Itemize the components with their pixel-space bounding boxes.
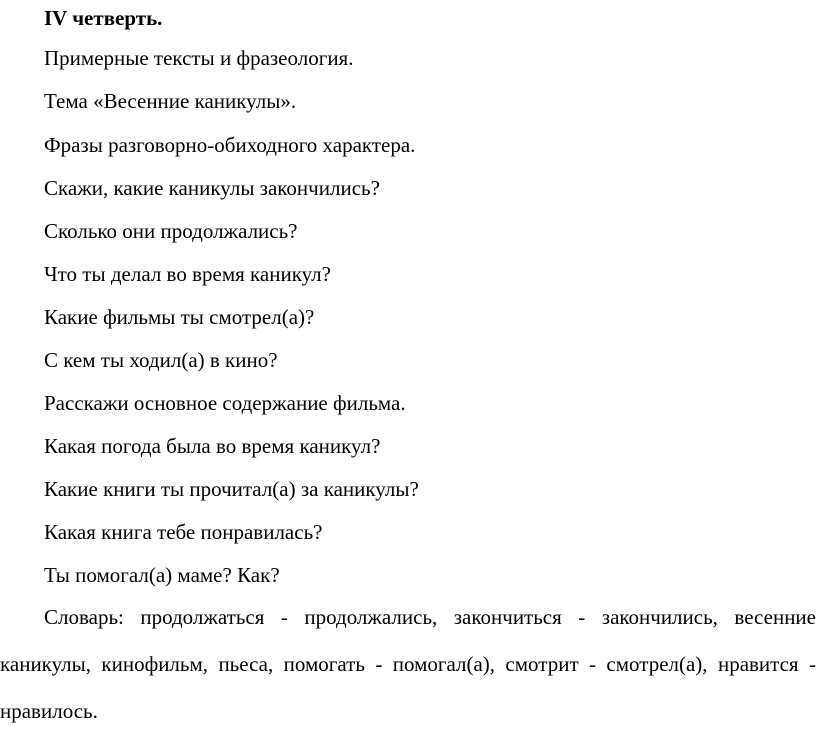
- text-line-question: Какая погода была во время каникул?: [44, 434, 381, 458]
- vocabulary-paragraph: Словарь: продолжаться - продолжались, закончиться - закончились, весенние каникулы, кинофильм, пьеса, помогать - помогал(а), смотрит - смотрел(а), нравится - нравилось.: [0, 605, 816, 723]
- text-line-question: Сколько они продолжались?: [44, 219, 298, 243]
- section-heading: IV четверть.: [44, 6, 163, 30]
- text-line-question: Какие фильмы ты смотрел(а)?: [44, 305, 315, 329]
- text-line-theme: Тема «Весенние каникулы».: [44, 89, 297, 113]
- text-line-question: Какие книги ты прочитал(а) за каникулы?: [44, 477, 419, 501]
- text-line-question: Какая книга тебе понравилась?: [44, 520, 323, 544]
- text-line-topic-texts: Примерные тексты и фразеология.: [44, 46, 354, 70]
- text-line-question: Скажи, какие каникулы закончились?: [44, 176, 380, 200]
- text-line-question: Расскажи основное содержание фильма.: [44, 391, 406, 415]
- text-line-question: Что ты делал во время каникул?: [44, 262, 331, 286]
- text-line-question: С кем ты ходил(а) в кино?: [44, 348, 278, 372]
- text-line-phrases: Фразы разговорно-обиходного характера.: [44, 133, 416, 157]
- text-line-question: Ты помогал(а) маме? Как?: [44, 563, 280, 587]
